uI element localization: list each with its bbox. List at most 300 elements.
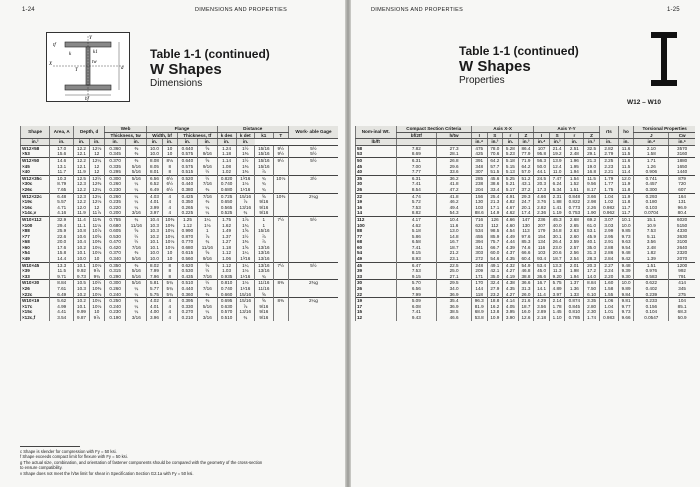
value-cell: 130 [471, 199, 487, 205]
value-cell: ⅜ [197, 298, 217, 304]
value-cell: 6.24 [549, 181, 565, 187]
value-cell: 0.583 [634, 274, 669, 280]
col-axis-y: Axis Y-Y [534, 126, 600, 132]
value-cell: 10.9 [634, 223, 669, 229]
value-cell: 0.240 [104, 304, 125, 310]
value-cell: 0.239 [634, 292, 669, 298]
value-cell: 3.95 [503, 309, 519, 315]
value-cell: 10.0 [147, 151, 162, 157]
value-cell: 9.20 [549, 274, 565, 280]
value-cell: 9.77 [618, 304, 634, 310]
value-cell: 11.8 [618, 187, 634, 193]
value-cell: 1.75 [217, 216, 236, 222]
value-cell: 3½ [288, 175, 338, 181]
value-cell: 2.95 [599, 234, 618, 240]
value-cell: 11.1 [74, 223, 89, 229]
shape-cell: ×30c [21, 181, 50, 187]
value-cell: 272 [471, 256, 487, 262]
value-cell: 5.86 [396, 234, 437, 240]
value-cell: 0.270 [177, 309, 197, 315]
value-cell: ⅞ [255, 239, 274, 245]
value-cell: 0.870 [177, 234, 197, 240]
col-ho: ho [618, 126, 634, 139]
value-cell: 81.9 [471, 304, 487, 310]
value-cell: 0.660 [217, 292, 236, 298]
value-cell: 4.27 [503, 292, 519, 298]
value-cell: 1.02 [217, 169, 236, 175]
value-cell: ½ [197, 169, 217, 175]
value-cell: 29.4 [50, 223, 74, 229]
unit-cell: in.³ [518, 139, 534, 146]
value-cell: 10.9 [487, 315, 503, 321]
value-cell: 1.94 [565, 169, 584, 175]
value-cell: 9½ [273, 151, 288, 157]
value-cell: 1.60 [599, 280, 618, 286]
col-compact-criteria: Compact Section Criteria [396, 126, 471, 132]
value-cell: 154 [534, 234, 550, 240]
value-cell: 5/16 [197, 304, 217, 310]
value-cell: ¼ [126, 193, 147, 199]
value-cell: 720 [669, 181, 695, 187]
value-cell: 9.48 [618, 262, 634, 268]
value-cell: 2070 [669, 256, 695, 262]
value-cell: 18.7 [549, 256, 565, 262]
value-cell: 12.4 [549, 164, 565, 170]
value-cell: 37.2 [518, 187, 534, 193]
value-cell: 4.38 [503, 280, 519, 286]
value-cell: 0.395 [177, 298, 197, 304]
value-cell: 70.6 [487, 151, 503, 157]
value-cell: 126 [487, 216, 503, 222]
value-cell: 4 [162, 193, 177, 199]
value-cell: ⅜ [197, 292, 217, 298]
value-cell: 32.4 [487, 280, 503, 286]
value-cell: 7.61 [50, 286, 74, 292]
value-cell: 10.3 [50, 175, 74, 181]
value-cell: 1.06 [599, 298, 618, 304]
value-cell: 9.73 [618, 309, 634, 315]
value-cell: 60.4 [518, 256, 534, 262]
value-cell: 22.6 [50, 234, 74, 240]
table-row [356, 315, 696, 321]
unit-cell: in.⁴ [634, 139, 669, 146]
shape-cell: 33 [356, 274, 397, 280]
value-cell: 4.01 [147, 199, 162, 205]
value-cell: 238 [471, 181, 487, 187]
value-cell: 15/16 [255, 151, 274, 157]
left-running-head: DIMENSIONS AND PROPERTIES [195, 7, 288, 13]
value-cell: 10.5 [74, 280, 89, 286]
value-cell: ⅜ [126, 157, 147, 163]
value-cell: 36.9 [437, 304, 472, 310]
value-cell: 144 [471, 286, 487, 292]
value-cell: 4.71 [50, 205, 74, 211]
value-cell: 17.2 [584, 268, 600, 274]
value-cell: 0.785 [565, 315, 584, 321]
value-cell: 103 [471, 205, 487, 211]
value-cell: 1.26 [634, 164, 669, 170]
value-cell: 10⅝ [89, 234, 104, 240]
footnotes [20, 449, 340, 476]
shape-cell: ×19c [21, 199, 50, 205]
value-cell: 1.27 [217, 239, 236, 245]
value-cell: 33.6 [437, 169, 472, 175]
value-cell: 307 [471, 169, 487, 175]
value-cell: 3/16 [126, 315, 147, 321]
value-cell: 6.49 [147, 187, 162, 193]
value-cell: 5.75 [549, 280, 565, 286]
value-cell: 1 [255, 216, 274, 222]
value-cell: 0.515 [177, 169, 197, 175]
unit-cell: in. [599, 139, 618, 146]
value-cell: 95.8 [534, 151, 550, 157]
value-cell: 6.52 [147, 181, 162, 187]
col-axis-x: Axis X-X [471, 126, 533, 132]
value-cell: 2.86 [599, 250, 618, 256]
value-cell: 5/16 [126, 169, 147, 175]
value-cell: 2.63 [565, 228, 584, 234]
value-cell: 0.680 [217, 187, 236, 193]
value-cell: 13.0 [437, 228, 472, 234]
value-cell: 4.62 [396, 223, 437, 229]
col-gage: Work- able Gage [288, 126, 338, 139]
unit-cell: lb/ft [356, 139, 397, 146]
value-cell: 9/16 [255, 315, 274, 321]
value-cell: 12¼ [89, 157, 104, 163]
value-cell [273, 315, 288, 321]
value-cell: 156 [471, 193, 487, 199]
value-cell: 134 [534, 239, 550, 245]
value-cell: 2.36 [534, 210, 550, 216]
value-cell: 4.03 [147, 193, 162, 199]
value-cell: 9/16 [197, 151, 217, 157]
value-cell: 5.17 [503, 187, 519, 193]
value-cell: 0.350 [177, 199, 197, 205]
value-cell: 2.24 [599, 268, 618, 274]
value-cell: 0.180 [634, 199, 669, 205]
value-cell: ⅝ [255, 193, 274, 199]
value-cell: 0.420 [104, 245, 125, 251]
value-cell: 23.0 [549, 245, 565, 251]
value-cell: 1.75 [599, 187, 618, 193]
value-cell: 78.0 [487, 145, 503, 151]
value-cell: 9.81 [618, 298, 634, 304]
value-cell: 113 [518, 228, 534, 234]
value-cell: 20.1 [518, 205, 534, 211]
value-cell: 9/16 [255, 199, 274, 205]
value-cell: 1.51 [634, 262, 669, 268]
value-cell: 1200 [669, 262, 695, 268]
shape-cell: W10×30 [21, 280, 50, 286]
value-cell: 4.62 [503, 210, 519, 216]
value-cell: 88.6 [471, 210, 487, 216]
value-cell: 2.65 [565, 223, 584, 229]
value-cell: 0.725 [217, 193, 236, 199]
value-cell: 35.0 [584, 245, 600, 251]
shape-cell: W10×45 [21, 262, 50, 268]
value-cell: 11.3 [549, 268, 565, 274]
value-cell: 12.6 [518, 315, 534, 321]
value-cell: 11.8 [618, 199, 634, 205]
value-cell: ¼ [126, 205, 147, 211]
value-cell: 104 [669, 298, 695, 304]
value-cell: 3570 [669, 145, 695, 151]
value-cell: 53.8 [471, 315, 487, 321]
value-cell: 12.0 [618, 175, 634, 181]
value-cell: ½ [197, 175, 217, 181]
value-cell: 10⅛ [89, 292, 104, 298]
value-cell: 49.4 [437, 205, 472, 211]
value-cell: 3/16 [126, 210, 147, 216]
value-cell: 341 [471, 245, 487, 251]
value-cell: 0.770 [177, 239, 197, 245]
value-cell: 4.66 [503, 216, 519, 222]
value-cell: 1⅜ [236, 169, 255, 175]
shape-cell: ×77 [21, 234, 50, 240]
value-cell: 7.65 [50, 187, 74, 193]
value-cell: 1.08 [217, 164, 236, 170]
value-cell: 3.03 [599, 223, 618, 229]
value-cell: 5¾ [162, 280, 177, 286]
value-cell: 5.77 [147, 286, 162, 292]
value-cell: 14.4 [50, 256, 74, 262]
value-cell: 11/16 [126, 223, 147, 229]
value-cell: 85.3 [518, 239, 534, 245]
value-cell: 3.56 [634, 239, 669, 245]
value-cell: 1.88 [549, 199, 565, 205]
value-cell: 2.31 [549, 193, 565, 199]
value-cell: 6.08 [396, 304, 437, 310]
value-cell: 5/16 [126, 175, 147, 181]
value-cell: 1.79 [599, 175, 618, 181]
shape-cell: ×53 [21, 151, 50, 157]
value-cell: 0.530 [177, 268, 197, 274]
value-cell: 164 [669, 193, 695, 199]
value-cell: 15/16 [236, 193, 255, 199]
value-cell: 9.89 [618, 286, 634, 292]
value-cell: 36.6 [534, 274, 550, 280]
value-cell: 11/16 [197, 245, 217, 251]
unit-cell: in.³ [549, 139, 565, 146]
value-cell: 4 [162, 210, 177, 216]
value-cell: 31.3 [518, 286, 534, 292]
col-flange: Flange [147, 126, 217, 132]
value-cell: 34.8 [549, 228, 565, 234]
value-cell: 45.0 [534, 268, 550, 274]
value-cell: 11.6 [437, 223, 472, 229]
value-cell: 30.1 [549, 234, 565, 240]
value-cell: 1.37 [217, 234, 236, 240]
col-kdes: k des [217, 132, 236, 139]
value-cell: 0.976 [634, 268, 669, 274]
value-cell: 2.98 [584, 199, 600, 205]
value-cell: 10.0 [618, 280, 634, 286]
value-cell: 64.2 [518, 164, 534, 170]
value-cell: 9⅞ [89, 268, 104, 274]
value-cell: 4.60 [503, 223, 519, 229]
value-cell: 8.54 [396, 187, 437, 193]
value-cell: 15/16 [255, 157, 274, 163]
value-cell: 1⅝ [236, 228, 255, 234]
unit-cell: in. [503, 139, 519, 146]
value-cell: 26.4 [549, 239, 565, 245]
unit-cell: in.³ [487, 139, 503, 146]
properties-table [355, 126, 695, 321]
value-cell: 16.7 [534, 280, 550, 286]
right-running-head: DIMENSIONS AND PROPERTIES [371, 7, 464, 13]
shape-cell: 88 [356, 228, 397, 234]
value-cell: 2320 [669, 250, 695, 256]
value-cell: 2.54 [565, 256, 584, 262]
value-cell: 13.3 [50, 262, 74, 268]
value-cell: 7/16 [197, 181, 217, 187]
value-cell: 10⅛ [89, 304, 104, 310]
value-cell: 18.7 [437, 245, 472, 251]
shape-cell: ×26 [21, 286, 50, 292]
value-cell: 0.210 [177, 315, 197, 321]
value-cell: 879 [669, 175, 695, 181]
value-cell: 791 [669, 274, 695, 280]
shape-cell: 26 [356, 286, 397, 292]
value-cell: 1⅜ [236, 239, 255, 245]
value-cell: 4 [162, 298, 177, 304]
value-cell: 0.650 [217, 199, 236, 205]
value-cell: 1.03 [217, 268, 236, 274]
value-cell: 10¼ [162, 228, 177, 234]
value-cell: 1.18 [217, 245, 236, 251]
value-cell: 0.435 [177, 274, 197, 280]
value-cell: 8.69 [396, 151, 437, 157]
value-cell: 24.5 [534, 175, 550, 181]
value-cell: 97.6 [518, 234, 534, 240]
value-cell: 534 [471, 228, 487, 234]
value-cell: ¾ [255, 181, 274, 187]
value-cell: 0.810 [565, 309, 584, 315]
shape-cell: 14 [356, 210, 397, 216]
col-flange-width: Width, bf [147, 132, 178, 139]
value-cell: 2.68 [565, 216, 584, 222]
unit-cell: in. [197, 139, 217, 146]
value-cell: 7/16 [197, 274, 217, 280]
value-cell: 1.19 [549, 210, 565, 216]
value-cell: 3630 [669, 234, 695, 240]
value-cell: 38.6 [487, 181, 503, 187]
value-cell: 9.66 [618, 315, 634, 321]
footnote: v Shape does not meet the h/tw limit for shear in Specification Section G2.1a with Fy = 50 ksi. [20, 470, 194, 476]
value-cell: 8.15 [396, 250, 437, 256]
value-cell: 46.2 [437, 199, 472, 205]
value-cell: 17.0 [50, 145, 74, 151]
value-cell: 4.37 [503, 250, 519, 256]
footnote: g The actual size, combination, and orientation of fastener components should be compared with the geometry of the cross-section [20, 459, 263, 465]
shape-cell: ×40 [21, 169, 50, 175]
value-cell: 9.73 [74, 274, 89, 280]
value-cell: 8.84 [584, 280, 600, 286]
wshape-cross-section-figure [46, 32, 130, 102]
value-cell: 10.0 [147, 256, 162, 262]
value-cell: 0.935 [217, 274, 236, 280]
value-cell: 1.36 [565, 286, 584, 292]
right-table-subtitle2: Properties [459, 75, 505, 86]
value-cell: 0.470 [104, 239, 125, 245]
value-cell: 20.6 [549, 250, 565, 256]
value-cell: 4.44 [503, 239, 519, 245]
value-cell: 10¼ [89, 298, 104, 304]
value-cell: 2.30 [584, 309, 600, 315]
value-cell: 77.9 [518, 151, 534, 157]
value-cell: 285 [471, 175, 487, 181]
value-cell: ¼ [126, 304, 147, 310]
value-cell: 112 [487, 223, 503, 229]
value-cell: 4.19 [503, 274, 519, 280]
shape-cell: ×68 [21, 239, 50, 245]
value-cell: 6.56 [147, 175, 162, 181]
dimensions-table [20, 126, 338, 321]
value-cell: 0.622 [634, 280, 669, 286]
col-ry: r [565, 132, 584, 139]
value-cell: 5/16 [126, 164, 147, 170]
value-cell: 1650 [669, 164, 695, 170]
value-cell: 12.2 [74, 145, 89, 151]
value-cell: 7.77 [396, 169, 437, 175]
value-cell: 8.84 [50, 280, 74, 286]
value-cell: 2.84 [599, 256, 618, 262]
shape-cell: ×39 [21, 268, 50, 274]
col-zx: Z [518, 132, 534, 139]
unit-cell [437, 139, 472, 146]
col-depth: Depth, d [74, 126, 105, 139]
value-cell: 85.9 [487, 234, 503, 240]
value-cell: 51.5 [487, 169, 503, 175]
shape-cell: ×22c [21, 292, 50, 298]
value-cell: 391 [471, 157, 487, 163]
value-cell: 1.54 [565, 175, 584, 181]
left-page [0, 0, 345, 487]
value-cell: 2.25 [599, 157, 618, 163]
value-cell: 6.48 [50, 193, 74, 199]
value-cell: 10.3 [147, 223, 162, 229]
shape-cell: W12×22c [21, 193, 50, 199]
value-cell: 2.26 [584, 205, 600, 211]
value-cell: 0.848 [565, 193, 584, 199]
unit-cell: in.² [21, 139, 50, 146]
unit-cell: in.⁴ [534, 139, 550, 146]
value-cell: 14.0 [584, 274, 600, 280]
value-cell: 1.24 [217, 145, 236, 151]
value-cell: ⅜ [126, 151, 147, 157]
value-cell: 1⅛ [236, 268, 255, 274]
unit-cell: in.³ [584, 139, 600, 146]
value-cell: 1.12 [177, 223, 197, 229]
value-cell: 1440 [669, 169, 695, 175]
fig-label-t: T [75, 68, 78, 73]
value-cell: 12.2 [74, 187, 89, 193]
value-cell: 0.755 [104, 216, 125, 222]
value-cell: 27.3 [437, 145, 472, 151]
value-cell: 10 [162, 250, 177, 256]
value-cell: 12⅛ [89, 145, 104, 151]
value-cell: 6.47 [396, 262, 437, 268]
value-cell: 35.4 [437, 298, 472, 304]
value-cell: 46.8 [518, 268, 534, 274]
value-cell: 3.07 [599, 216, 618, 222]
value-cell: 7.53 [634, 228, 669, 234]
value-cell: 9.30 [618, 274, 634, 280]
value-cell: 3.66 [584, 193, 600, 199]
value-cell: 9.92 [74, 268, 89, 274]
value-cell: 46.6 [437, 315, 472, 321]
value-cell: 50.9 [669, 315, 695, 321]
